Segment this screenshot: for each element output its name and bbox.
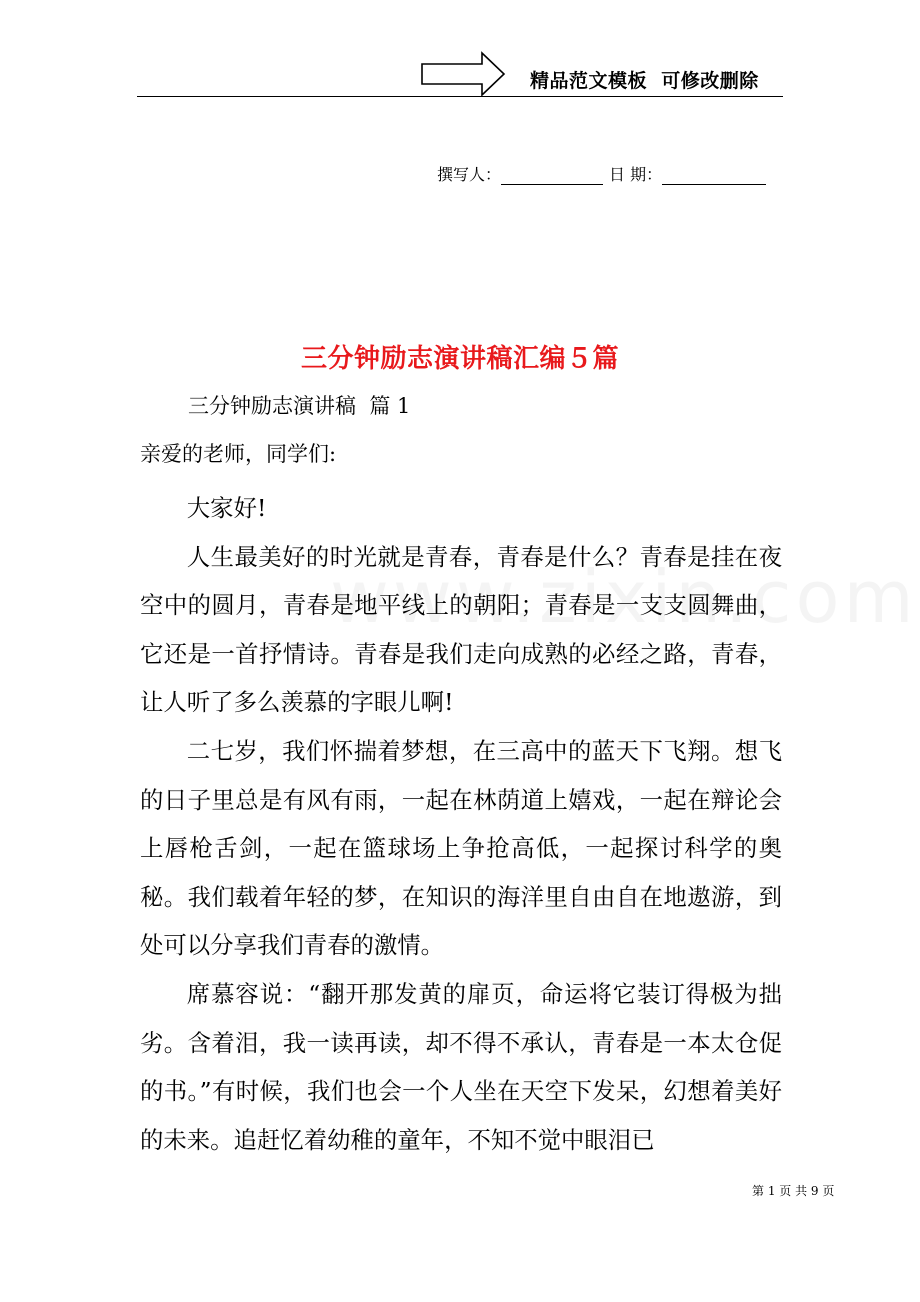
date-label: 日 期： xyxy=(609,165,663,184)
document-title: 三分钟励志演讲稿汇编５篇 xyxy=(300,344,619,374)
author-date-row xyxy=(437,162,766,185)
paragraph: 人生最美好的时光就是青春，青春是什么？青春是挂在夜空中的圆月，青春是地平线上的朝阳；青春是一支支圆舞曲，它还是一首抒情诗。青春是我们走向成熟的必经之路，青春，让人听了多么羡慕的字眼儿啊! xyxy=(140,542,782,717)
paragraph: 二七岁，我们怀揣着梦想，在三高中的蓝天下飞翔。想飞的日子里总是有风有雨，一起在林荫道上嬉戏，一起在辩论会上唇枪舌剑，一起在篮球场上争抢高低，一起探讨科学的奥秘。我们载着年轻的梦，在知识的海洋里自由自在地遨游，到处可以分享我们青春的激情。 xyxy=(140,736,782,960)
author-blank-line xyxy=(501,166,603,185)
header-rule xyxy=(137,96,783,97)
date-blank-line xyxy=(662,166,766,185)
author-label: 撰写人： xyxy=(437,165,502,184)
page-number-footer: 第 1 页 共 9 页 xyxy=(752,1184,835,1198)
salutation: 亲爱的老师，同学们: xyxy=(140,442,337,466)
article-body xyxy=(140,484,782,1164)
arrow-icon xyxy=(420,50,506,98)
article-subtitle: 三分钟励志演讲稿 篇 1 xyxy=(188,394,411,418)
header-banner-text: 精品范文模板 可修改删除 xyxy=(530,70,759,92)
paragraph: 大家好! xyxy=(186,494,267,522)
paragraph: 席慕容说：“翻开那发黄的扉页，命运将它装订得极为拙劣。含着泪，我一读再读，却不得不承认，青春是一本太仓促的书。”有时候，我们也会一个人坐在天空下发呆，幻想着美好的未来。追赶忆着幼稚的童年，不知不觉中眼泪已 xyxy=(140,979,782,1154)
